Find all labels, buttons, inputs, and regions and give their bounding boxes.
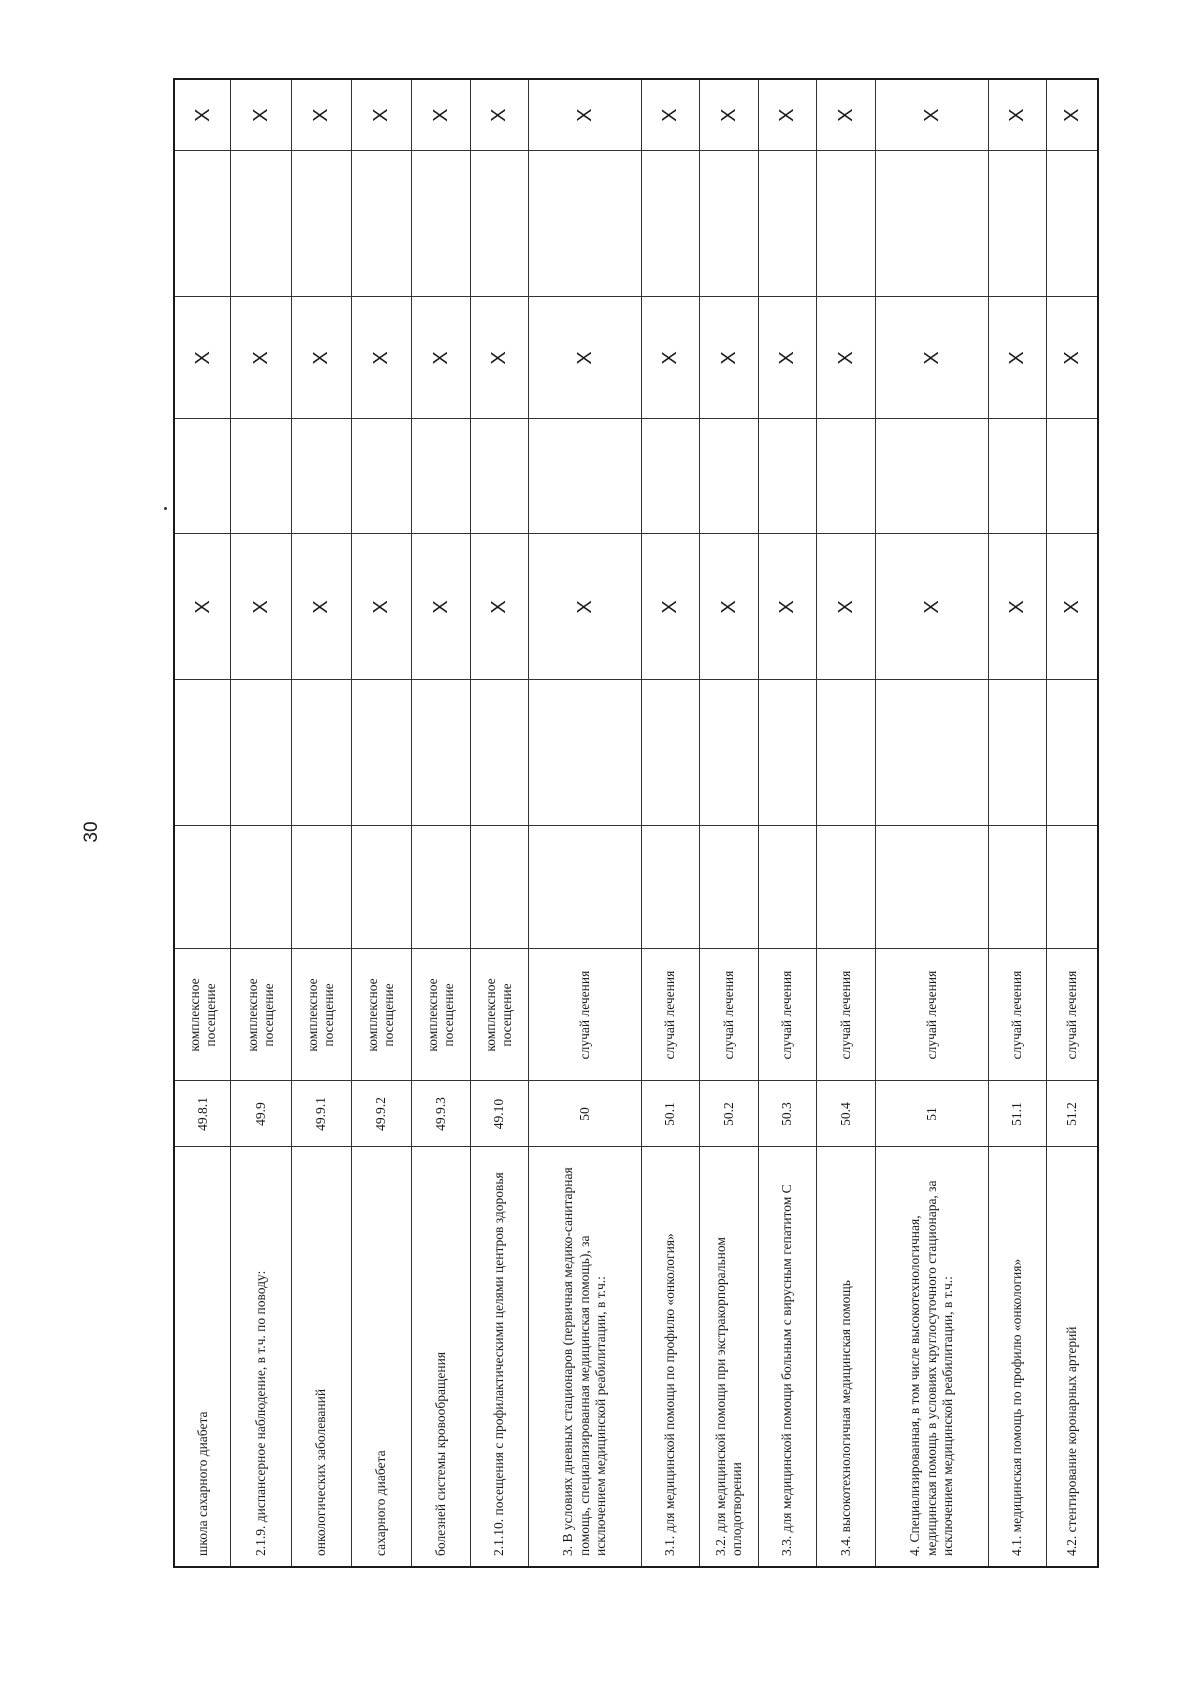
cell-col5 <box>758 680 816 826</box>
row-name: болезней системы кровообращения <box>411 1147 470 1567</box>
cell-col5 <box>231 680 291 826</box>
row-code: 49.9.1 <box>291 1081 351 1147</box>
cell-col9 <box>875 151 988 297</box>
row-unit: случай лечения <box>816 949 875 1081</box>
table-body <box>174 79 1098 1567</box>
data-table <box>173 78 1099 1568</box>
row-code: 50.2 <box>699 1081 758 1147</box>
cell-col6: X <box>291 534 351 680</box>
row-code: 49.10 <box>470 1081 528 1147</box>
table-row <box>231 79 291 1567</box>
row-name: 3.2. для медицинской помощи при экстракорпоральном оплодотворении <box>699 1147 758 1567</box>
row-unit: комплексное посещение <box>470 949 528 1081</box>
cell-col6: X <box>470 534 528 680</box>
cell-col5 <box>351 680 411 826</box>
cell-col8: X <box>699 297 758 419</box>
cell-col10: X <box>174 79 231 151</box>
row-code: 50 <box>528 1081 641 1147</box>
cell-col10: X <box>758 79 816 151</box>
cell-col9 <box>174 151 231 297</box>
cell-col6: X <box>816 534 875 680</box>
row-unit: случай лечения <box>758 949 816 1081</box>
row-code: 49.9 <box>231 1081 291 1147</box>
row-name: 4.2. стентирование коронарных артерий <box>1046 1147 1098 1567</box>
row-unit: комплексное посещение <box>411 949 470 1081</box>
cell-col8: X <box>875 297 988 419</box>
table-row <box>1046 79 1098 1567</box>
table-row <box>699 79 758 1567</box>
cell-col4 <box>875 826 988 949</box>
cell-col9 <box>988 151 1046 297</box>
cell-col5 <box>699 680 758 826</box>
cell-col4 <box>231 826 291 949</box>
cell-col4 <box>174 826 231 949</box>
cell-col9 <box>470 151 528 297</box>
cell-col5 <box>411 680 470 826</box>
cell-col10: X <box>231 79 291 151</box>
row-name: 4. Специализированная, в том числе высокотехнологичная, медицинская помощь в условиях круглосуточного стационара, за исключением медицинской реабилитации, в т.ч.: <box>875 1147 988 1567</box>
cell-col8: X <box>816 297 875 419</box>
table-row <box>470 79 528 1567</box>
cell-col8: X <box>291 297 351 419</box>
row-code: 49.9.2 <box>351 1081 411 1147</box>
cell-col10: X <box>291 79 351 151</box>
cell-col7 <box>988 419 1046 534</box>
row-name: 4.1. медицинская помощь по профилю «онкология» <box>988 1147 1046 1567</box>
cell-col10: X <box>988 79 1046 151</box>
cell-col4 <box>758 826 816 949</box>
cell-col4 <box>528 826 641 949</box>
cell-col5 <box>875 680 988 826</box>
row-name: 2.1.10. посещения с профилактическими целями центров здоровья <box>470 1147 528 1567</box>
cell-col5 <box>528 680 641 826</box>
cell-col6: X <box>875 534 988 680</box>
row-name: 2.1.9. диспансерное наблюдение, в т.ч. по поводу: <box>231 1147 291 1567</box>
cell-col8: X <box>231 297 291 419</box>
row-code: 49.9.3 <box>411 1081 470 1147</box>
row-name: 3.3. для медицинской помощи больным с вирусным гепатитом С <box>758 1147 816 1567</box>
row-unit: комплексное посещение <box>174 949 231 1081</box>
row-unit: комплексное посещение <box>231 949 291 1081</box>
cell-col4 <box>351 826 411 949</box>
row-code: 50.3 <box>758 1081 816 1147</box>
row-name: онкологических заболеваний <box>291 1147 351 1567</box>
table-row <box>875 79 988 1567</box>
cell-col5 <box>988 680 1046 826</box>
row-unit: случай лечения <box>1046 949 1098 1081</box>
cell-col5 <box>641 680 699 826</box>
cell-col8: X <box>528 297 641 419</box>
row-name: школа сахарного диабета <box>174 1147 231 1567</box>
cell-col4 <box>470 826 528 949</box>
cell-col7 <box>231 419 291 534</box>
cell-col10: X <box>1046 79 1098 151</box>
row-code: 49.8.1 <box>174 1081 231 1147</box>
row-unit: случай лечения <box>699 949 758 1081</box>
cell-col7 <box>528 419 641 534</box>
cell-col9 <box>758 151 816 297</box>
table-row <box>174 79 231 1567</box>
cell-col6: X <box>174 534 231 680</box>
cell-col9 <box>699 151 758 297</box>
cell-col7 <box>699 419 758 534</box>
cell-col4 <box>411 826 470 949</box>
cell-col6: X <box>988 534 1046 680</box>
scan-speck <box>164 507 167 510</box>
row-code: 51.1 <box>988 1081 1046 1147</box>
row-unit: случай лечения <box>641 949 699 1081</box>
cell-col9 <box>291 151 351 297</box>
cell-col10: X <box>699 79 758 151</box>
cell-col7 <box>470 419 528 534</box>
cell-col6: X <box>351 534 411 680</box>
cell-col5 <box>470 680 528 826</box>
cell-col7 <box>174 419 231 534</box>
cell-col8: X <box>470 297 528 419</box>
table-row <box>816 79 875 1567</box>
cell-col9 <box>231 151 291 297</box>
cell-col5 <box>1046 680 1098 826</box>
cell-col9 <box>411 151 470 297</box>
cell-col8: X <box>411 297 470 419</box>
row-unit: комплексное посещение <box>351 949 411 1081</box>
cell-col8: X <box>174 297 231 419</box>
cell-col7 <box>1046 419 1098 534</box>
cell-col10: X <box>470 79 528 151</box>
row-code: 50.1 <box>641 1081 699 1147</box>
cell-col8: X <box>988 297 1046 419</box>
cell-col4 <box>816 826 875 949</box>
cell-col10: X <box>528 79 641 151</box>
table-row <box>528 79 641 1567</box>
cell-col5 <box>174 680 231 826</box>
cell-col4 <box>699 826 758 949</box>
table-row <box>351 79 411 1567</box>
cell-col4 <box>1046 826 1098 949</box>
cell-col5 <box>291 680 351 826</box>
cell-col8: X <box>758 297 816 419</box>
page-number: 30 <box>81 821 102 843</box>
cell-col6: X <box>411 534 470 680</box>
cell-col4 <box>641 826 699 949</box>
row-code: 51.2 <box>1046 1081 1098 1147</box>
cell-col10: X <box>641 79 699 151</box>
cell-col10: X <box>816 79 875 151</box>
cell-col4 <box>988 826 1046 949</box>
cell-col7 <box>816 419 875 534</box>
cell-col7 <box>641 419 699 534</box>
row-name: 3.1. для медицинской помощи по профилю «онкология» <box>641 1147 699 1567</box>
cell-col10: X <box>411 79 470 151</box>
row-unit: случай лечения <box>875 949 988 1081</box>
row-name: сахарного диабета <box>351 1147 411 1567</box>
table-row <box>758 79 816 1567</box>
table-row <box>641 79 699 1567</box>
table-row <box>291 79 351 1567</box>
cell-col9 <box>1046 151 1098 297</box>
cell-col8: X <box>641 297 699 419</box>
row-unit: случай лечения <box>988 949 1046 1081</box>
cell-col7 <box>411 419 470 534</box>
cell-col6: X <box>758 534 816 680</box>
table-row <box>988 79 1046 1567</box>
cell-col5 <box>816 680 875 826</box>
cell-col7 <box>291 419 351 534</box>
cell-col4 <box>291 826 351 949</box>
row-unit: комплексное посещение <box>291 949 351 1081</box>
cell-col9 <box>641 151 699 297</box>
cell-col6: X <box>528 534 641 680</box>
row-name: 3.4. высокотехнологичная медицинская помощь <box>816 1147 875 1567</box>
row-name: 3. В условиях дневных стационаров (первичная медико-санитарная помощь, специализированная медицинская помощь), за исключением медицинской реабилитации, в т.ч.: <box>528 1147 641 1567</box>
cell-col6: X <box>1046 534 1098 680</box>
cell-col9 <box>351 151 411 297</box>
rotated-table-wrapper <box>173 80 1099 1568</box>
cell-col6: X <box>641 534 699 680</box>
table-row <box>411 79 470 1567</box>
cell-col10: X <box>875 79 988 151</box>
cell-col10: X <box>351 79 411 151</box>
cell-col7 <box>758 419 816 534</box>
cell-col6: X <box>231 534 291 680</box>
row-code: 51 <box>875 1081 988 1147</box>
cell-col8: X <box>1046 297 1098 419</box>
cell-col9 <box>528 151 641 297</box>
cell-col9 <box>816 151 875 297</box>
cell-col7 <box>351 419 411 534</box>
row-code: 50.4 <box>816 1081 875 1147</box>
cell-col8: X <box>351 297 411 419</box>
cell-col7 <box>875 419 988 534</box>
cell-col6: X <box>699 534 758 680</box>
row-unit: случай лечения <box>528 949 641 1081</box>
